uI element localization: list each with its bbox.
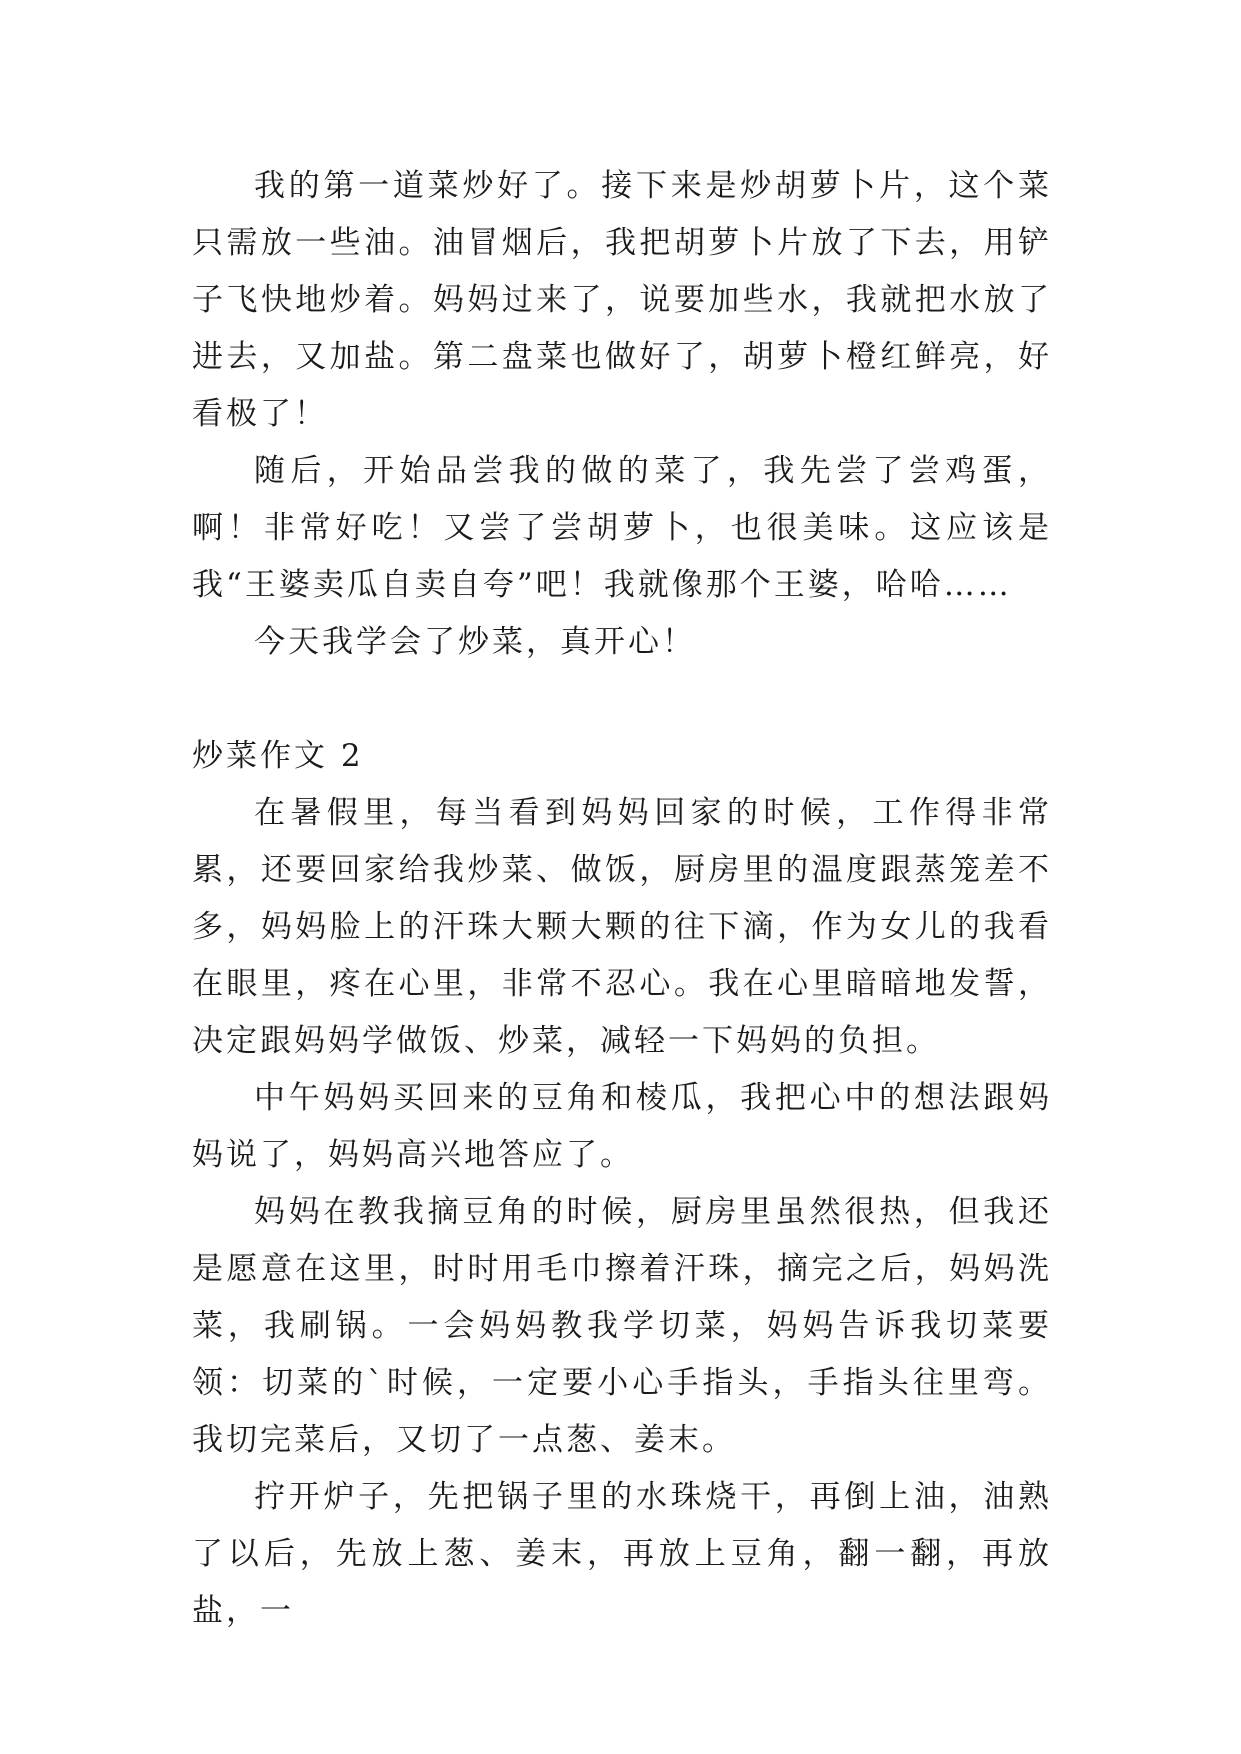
paragraph-7: 拧开炉子，先把锅子里的水珠烧干，再倒上油，油熟了以后，先放上葱、姜末，再放上豆角，翻一翻，再放盐，一 [192, 1479, 1052, 1629]
section-title: 炒菜作文 2 [192, 738, 364, 774]
paragraph-1: 我的第一道菜炒好了。接下来是炒胡萝卜片，这个菜只需放一些油。油冒烟后，我把胡萝卜片放了下去，用铲子飞快地炒着。妈妈过来了，说要加些水，我就把水放了进去，又加盐。第二盘菜也做好了，胡萝卜橙红鲜亮，好看极了！ [192, 168, 1052, 432]
paragraph-5: 中午妈妈买回来的豆角和棱瓜，我把心中的想法跟妈妈说了，妈妈高兴地答应了。 [192, 1080, 1052, 1173]
document-body [192, 158, 1052, 1640]
paragraph-6: 妈妈在教我摘豆角的时候，厨房里虽然很热，但我还是愿意在这里，时时用毛巾擦着汗珠，摘完之后，妈妈洗菜，我刷锅。一会妈妈教我学切菜，妈妈告诉我切菜要领：切菜的`时候，一定要小心手指头，手指头往里弯。我切完菜后，又切了一点葱、姜末。 [192, 1194, 1052, 1458]
paragraph-2: 随后，开始品尝我的做的菜了，我先尝了尝鸡蛋，啊！非常好吃！又尝了尝胡萝卜，也很美味。这应该是我“王婆卖瓜自卖自夸”吧！我就像那个王婆，哈哈…… [192, 453, 1052, 603]
paragraph-4: 在暑假里，每当看到妈妈回家的时候，工作得非常累，还要回家给我炒菜、做饭，厨房里的温度跟蒸笼差不多，妈妈脸上的汗珠大颗大颗的往下滴，作为女儿的我看在眼里，疼在心里，非常不忍心。我在心里暗暗地发誓，决定跟妈妈学做饭、炒菜，减轻一下妈妈的负担。 [192, 795, 1052, 1059]
paragraph-3: 今天我学会了炒菜，真开心！ [254, 624, 696, 660]
